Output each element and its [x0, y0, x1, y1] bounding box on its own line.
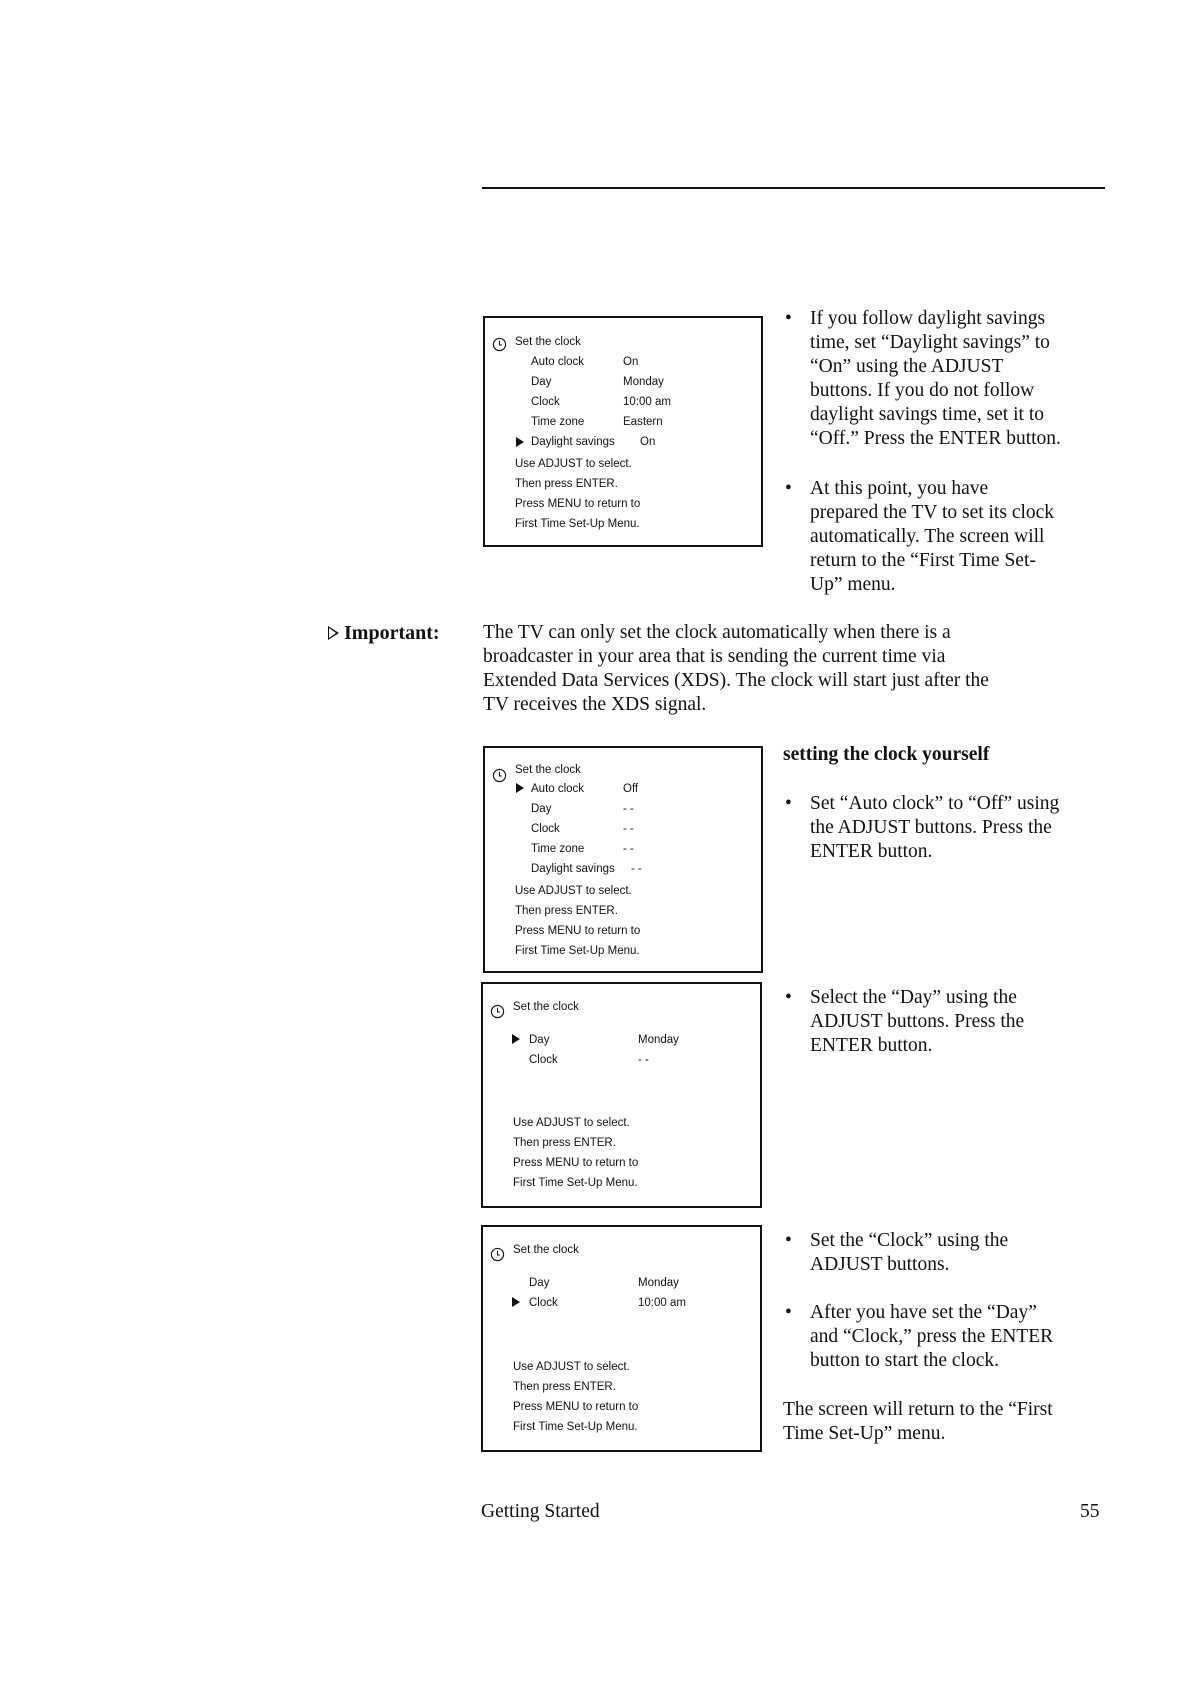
osd-row-label: Daylight savings: [531, 863, 615, 875]
osd-row-label: Time zone: [531, 843, 585, 855]
osd-footer-line: Press MENU to return to: [515, 498, 641, 510]
text-line: daylight savings time, set it to: [810, 404, 1044, 425]
clock-icon: [492, 768, 507, 783]
bullet-auto-clock-off: [785, 792, 1105, 867]
page-number: 55: [1080, 1501, 1100, 1522]
osd-row-value: Monday: [638, 1277, 679, 1289]
osd-row-label: Clock: [529, 1054, 558, 1066]
bullet-dot: •: [785, 308, 792, 329]
text-line: TV receives the XDS signal.: [483, 694, 707, 715]
clock-icon: [490, 1004, 505, 1019]
bullet-prepared: [785, 477, 1105, 602]
text-line: return to the “First Time Set-: [810, 550, 1036, 571]
osd-row-label: Auto clock: [531, 783, 585, 795]
osd-screen-set-clock: [481, 1225, 762, 1452]
text-line: buttons. If you do not follow: [810, 380, 1035, 401]
text-line: The screen will return to the “First: [783, 1399, 1053, 1420]
osd-row-value: Eastern: [623, 416, 663, 428]
osd-row-value: - -: [638, 1054, 649, 1066]
osd-screen-auto-clock-off: [483, 746, 763, 973]
text-line: “Off.” Press the ENTER button.: [810, 428, 1061, 449]
text-line: ADJUST buttons.: [810, 1254, 950, 1275]
text-line: After you have set the “Day”: [810, 1302, 1037, 1323]
osd-footer-line: Then press ENTER.: [513, 1381, 616, 1393]
important-text: [483, 621, 1108, 717]
bullet-dot: •: [785, 793, 792, 814]
osd-footer-line: Then press ENTER.: [515, 478, 618, 490]
osd-title: Set the clock: [515, 764, 581, 776]
osd-row-label: Clock: [531, 823, 560, 835]
text-line: Set the “Clock” using the: [810, 1230, 1009, 1251]
bullet-start-clock: [785, 1301, 1105, 1376]
osd-title: Set the clock: [513, 1244, 579, 1256]
bullet-dot: •: [785, 478, 792, 499]
text-line: broadcaster in your area that is sending the current time via: [483, 646, 946, 667]
closing-text: [783, 1398, 1113, 1446]
text-line: The TV can only set the clock automatically when there is a: [483, 622, 951, 643]
osd-footer-line: Press MENU to return to: [515, 925, 641, 937]
osd-footer-line: First Time Set-Up Menu.: [515, 945, 640, 957]
osd-row-label: Day: [529, 1277, 550, 1289]
osd-screen-auto-clock-on: [483, 316, 763, 547]
osd-row-label: Auto clock: [531, 356, 585, 368]
text-line: the ADJUST buttons. Press the: [810, 817, 1052, 838]
selection-pointer-icon: [512, 1297, 520, 1307]
bullet-dot: •: [785, 1230, 792, 1251]
important-arrow-icon: [328, 626, 339, 640]
bullet-select-day: [785, 986, 1105, 1061]
text-line: and “Clock,” press the ENTER: [810, 1326, 1054, 1347]
osd-title: Set the clock: [513, 1001, 579, 1013]
osd-footer-line: Then press ENTER.: [515, 905, 618, 917]
bullet-set-clock: [785, 1229, 1105, 1279]
osd-row-label: Clock: [531, 396, 560, 408]
top-rule: [482, 187, 1105, 189]
text-line: Extended Data Services (XDS). The clock will start just after the: [483, 670, 989, 691]
osd-footer-line: Press MENU to return to: [513, 1157, 639, 1169]
bullet-daylight-savings: [785, 307, 1105, 457]
osd-row-value: Off: [623, 783, 639, 795]
text-line: prepared the TV to set its clock: [810, 502, 1055, 523]
text-line: ENTER button.: [810, 841, 933, 862]
text-line: button to start the clock.: [810, 1350, 1000, 1371]
text-line: time, set “Daylight savings” to: [810, 332, 1050, 353]
text-line: At this point, you have: [810, 478, 989, 499]
osd-row-value: - -: [623, 843, 634, 855]
clock-icon: [492, 337, 507, 352]
bullet-dot: •: [785, 1302, 792, 1323]
osd-row-value: Monday: [623, 376, 664, 388]
osd-row-label: Day: [531, 803, 552, 815]
bullet-dot: •: [785, 987, 792, 1008]
osd-footer-line: First Time Set-Up Menu.: [513, 1177, 638, 1189]
osd-footer-line: First Time Set-Up Menu.: [513, 1421, 638, 1433]
section-heading: setting the clock yourself: [783, 744, 990, 765]
osd-row-value: Monday: [638, 1034, 679, 1046]
text-line: Time Set-Up” menu.: [783, 1423, 946, 1444]
osd-footer-line: Use ADJUST to select.: [513, 1361, 630, 1373]
clock-icon: [490, 1247, 505, 1262]
text-line: ADJUST buttons. Press the: [810, 1011, 1025, 1032]
footer-section-title: Getting Started: [481, 1501, 600, 1522]
text-line: Up” menu.: [810, 574, 896, 595]
text-line: Select the “Day” using the: [810, 987, 1017, 1008]
osd-screen-select-day: [481, 982, 762, 1208]
osd-row-label: Day: [531, 376, 552, 388]
osd-row-value: - -: [623, 803, 634, 815]
osd-footer-line: First Time Set-Up Menu.: [515, 518, 640, 530]
osd-row-value: On: [623, 356, 639, 368]
osd-row-value: - -: [623, 823, 634, 835]
osd-footer-line: Then press ENTER.: [513, 1137, 616, 1149]
osd-row-label: Time zone: [531, 416, 585, 428]
selection-pointer-icon: [512, 1034, 520, 1044]
important-label: Important:: [344, 622, 440, 644]
osd-row-value: On: [640, 436, 656, 448]
osd-row-value: 10:00 am: [623, 396, 671, 408]
selection-pointer-icon: [516, 783, 524, 793]
osd-row-value: 10:00 am: [638, 1297, 686, 1309]
osd-footer-line: Use ADJUST to select.: [515, 458, 632, 470]
text-line: If you follow daylight savings: [810, 308, 1046, 329]
osd-row-label: Clock: [529, 1297, 558, 1309]
osd-footer-line: Press MENU to return to: [513, 1401, 639, 1413]
osd-footer-line: Use ADJUST to select.: [515, 885, 632, 897]
osd-row-label: Day: [529, 1034, 550, 1046]
selection-pointer-icon: [516, 437, 524, 447]
text-line: “On” using the ADJUST: [810, 356, 1004, 377]
osd-row-value: - -: [631, 863, 642, 875]
text-line: automatically. The screen will: [810, 526, 1045, 547]
osd-row-label: Daylight savings: [531, 436, 615, 448]
text-line: ENTER button.: [810, 1035, 933, 1056]
osd-title: Set the clock: [515, 336, 581, 348]
osd-footer-line: Use ADJUST to select.: [513, 1117, 630, 1129]
text-line: Set “Auto clock” to “Off” using: [810, 793, 1060, 814]
